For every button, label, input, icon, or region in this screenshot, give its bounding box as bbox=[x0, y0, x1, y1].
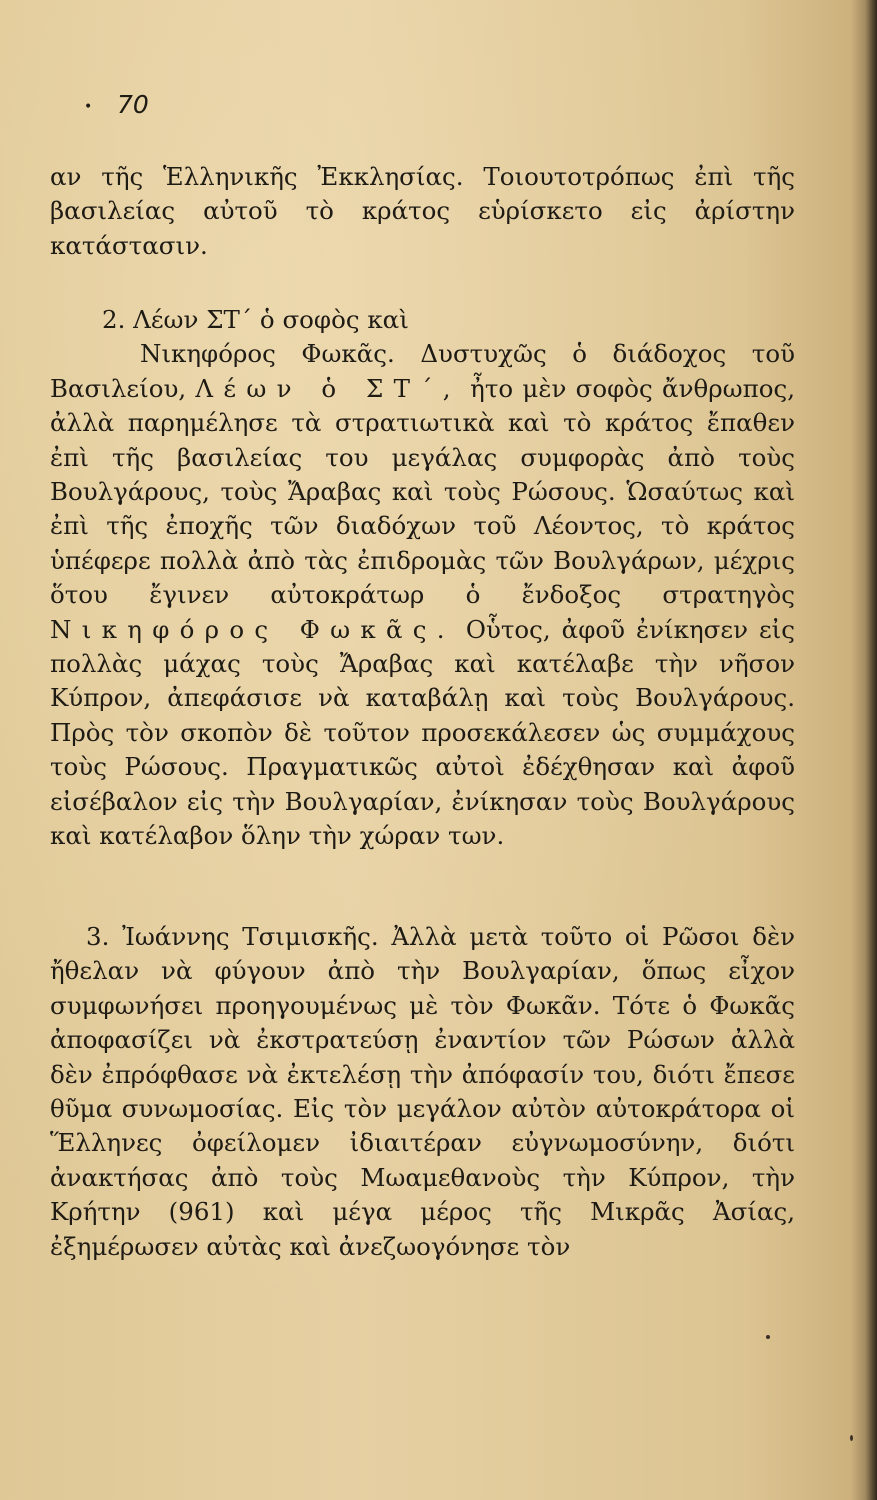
section-2-body-mid: ἦτο μὲν σοφὸς ἄνθρωπος, ἀλλὰ παρημέλησε τὰ στρατιωτικὰ καὶ τὸ κράτος ἔπαθεν ἐπὶ τῆς βασιλείας του μεγάλας συμφορὰς ἀπὸ τοὺς Βουλγάρους, τοὺς Ἄραβας καὶ τοὺς Ρώσους. Ὡσαύτως καὶ ἐπὶ τῆς ἐποχῆς τῶν διαδόχων τοῦ Λέοντος, τὸ κράτος ὑπέφερε πολλὰ ἀπὸ τὰς ἐπιδρομὰς τῶν Βουλγάρων, μέχρις ὅτου ἔγινεν αὐτοκράτωρ ὁ ἔνδοξος στρατηγὸς bbox=[50, 373, 795, 610]
page-number: 70 bbox=[117, 90, 149, 119]
page-dot-mark: • bbox=[84, 99, 93, 115]
section-2-name-nikiforos: Νικηφόρος Φωκᾶς. bbox=[50, 614, 455, 644]
section-2 bbox=[50, 303, 795, 854]
spine-shadow bbox=[851, 0, 877, 1500]
section-3 bbox=[50, 920, 795, 1264]
paper-speck bbox=[766, 1335, 770, 1339]
section-2-name-leon: Λέων ὁ ΣΤ΄, bbox=[195, 373, 461, 403]
section-3-paragraph bbox=[50, 920, 795, 1264]
intro-paragraph bbox=[50, 160, 795, 263]
section-2-body-start: Δυστυχῶς ὁ διάδοχος τοῦ Βασιλείου, bbox=[50, 339, 795, 403]
intro-text: αν τῆς Ἑλληνικῆς Ἐκκλησίας. Τοιουτοτρόπως ἐπὶ τῆς βασιλείας αὐτοῦ τὸ κράτος εὑρίσκετο εἰς ἀρίστην κατάστασιν. bbox=[50, 162, 795, 260]
section-2-paragraph bbox=[50, 337, 795, 853]
section-2-heading-line2: Νικηφόρος Φωκᾶς. bbox=[140, 339, 395, 369]
section-3-body: Ἀλλὰ μετὰ τοῦτο οἱ Ρῶσοι δὲν ἤθελαν νὰ φύγουν ἀπὸ τὴν Βουλγαρίαν, ὅπως εἶχον συμφωνήσει προηγουμένως μὲ τὸν Φωκᾶν. Τότε ὁ Φωκᾶς ἀποφασίζει νὰ ἐκστρατεύσῃ ἐναντίον τῶν Ρώσων ἀλλὰ δὲν ἐπρόφθασε νὰ ἐκτελέσῃ τὴν ἀπόφασίν του, διότι ἔπεσε θῦμα συνωμοσίας. Εἰς τὸν μεγάλον αὐτὸν αὐτοκράτορα οἱ Ἕλληνες ὀφείλομεν ἰδιαιτέραν εὐγνωμοσύνην, διότι ἀνακτήσας ἀπὸ τοὺς Μωαμεθανοὺς τὴν Κύπρον, τὴν Κρήτην (961) καὶ μέγα μέρος τῆς Μικρᾶς Ἀσίας, ἐξημέρωσεν αὐτὰς καὶ ἀνεζωογόνησε τὸν bbox=[50, 922, 796, 1261]
section-3-heading: 3. Ἰωάννης Τσιμισκῆς. bbox=[86, 922, 379, 951]
section-2-body-end: Οὗτος, ἀφοῦ ἐνίκησεν εἰς πολλὰς μάχας τοὺς Ἄραβας καὶ κατέλαβε τὴν νῆσον Κύπρον, ἀπεφάσισε νὰ καταβάλῃ καὶ τοὺς Βουλγάρους. Πρὸς τὸν σκοπὸν δὲ τοῦτον προσεκάλεσεν ὡς συμμάχους τοὺς Ρώσους. Πραγματικῶς αὐτοὶ ἐδέχθησαν καὶ ἀφοῦ εἰσέβαλον εἰς τὴν Βουλγαρίαν, ἐνίκησαν τοὺς Βουλγάρους καὶ κατέλαβον ὅλην τὴν χώραν των. bbox=[50, 614, 795, 851]
section-2-heading-line1: 2. Λέων ΣΤ΄ ὁ σοφὸς καὶ bbox=[102, 305, 409, 334]
